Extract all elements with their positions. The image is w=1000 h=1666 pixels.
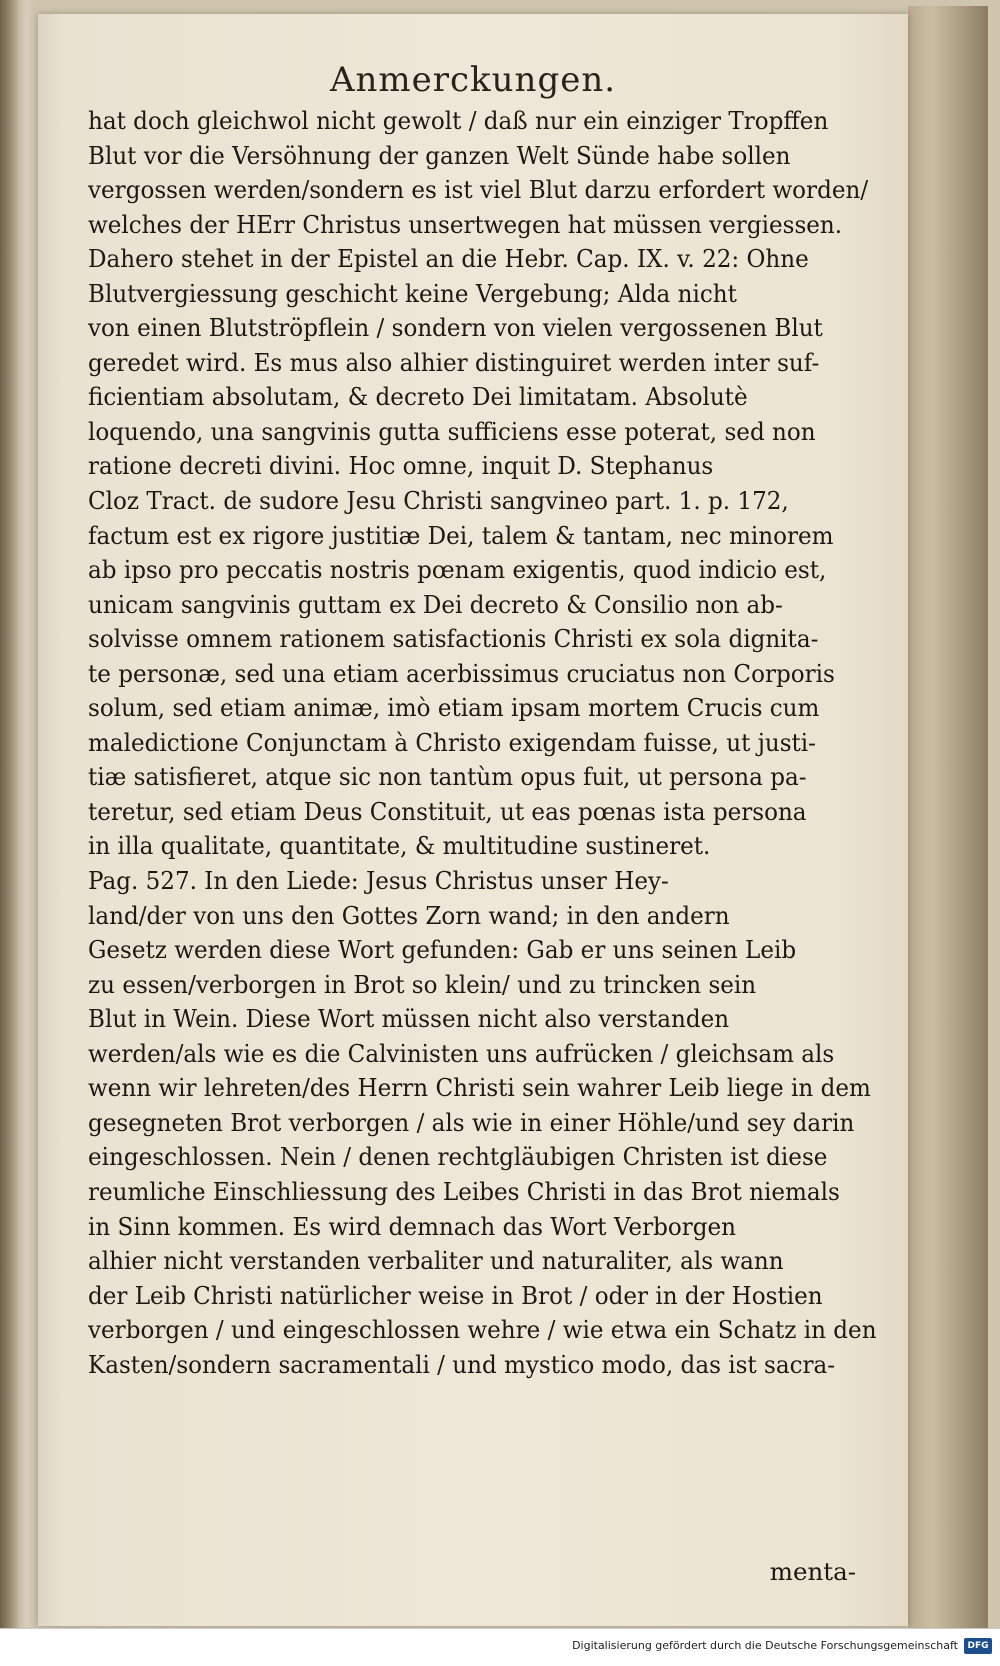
text-line: Gesetz werden diese Wort gefunden: Gab er uns seinen Leib: [88, 935, 797, 965]
running-head: Anmerckungen.: [329, 60, 617, 100]
text-line: solvisse omnem rationem satisfactionis Christi ex sola dignita-: [88, 624, 819, 654]
text-line: tiæ satisfieret, atque sic non tantùm opus fuit, ut persona pa-: [88, 762, 807, 792]
text-line: zu essen/verborgen in Brot so klein/ und zu trincken sein: [88, 969, 757, 999]
text-line: Pag. 527. In den Liede: Jesus Christus unser Hey-: [88, 866, 669, 896]
text-line: Blut in Wein. Diese Wort müssen nicht also verstanden: [88, 1004, 730, 1034]
text-line: geredet wird. Es mus also alhier distinguiret werden inter suf-: [88, 347, 820, 377]
text-line: ficientiam absolutam, & decreto Dei limitatam. Absolutè: [88, 382, 748, 412]
text-line: loquendo, una sangvinis gutta sufficiens esse poterat, sed non: [88, 416, 816, 446]
text-line: von einen Blutströpflein / sondern von vielen vergossenen Blut: [88, 313, 823, 343]
text-line: Kasten/sondern sacramentali / und mystico modo, das ist sacra-: [88, 1349, 836, 1379]
text-line: eingeschlossen. Nein / denen rechtgläubigen Christen ist diese: [88, 1142, 828, 1172]
text-line: wenn wir lehreten/des Herrn Christi sein wahrer Leib liege in dem: [88, 1073, 871, 1103]
text-line: verborgen / und eingeschlossen wehre / wie etwa ein Schatz in den: [88, 1315, 877, 1345]
book-page: [38, 14, 908, 1626]
text-line: in illa qualitate, quantitate, & multitudine sustineret.: [88, 831, 711, 861]
text-line: alhier nicht verstanden verbaliter und naturaliter, als wann: [88, 1246, 784, 1276]
text-line: te personæ, sed una etiam acerbissimus cruciatus non Corporis: [88, 658, 835, 688]
text-line: ratione decreti divini. Hoc omne, inquit D. Stephanus: [88, 451, 714, 481]
text-line: unicam sangvinis guttam ex Dei decreto & Consilio non ab-: [88, 589, 783, 619]
text-line: werden/als wie es die Calvinisten uns aufrücken / gleichsam als: [88, 1038, 835, 1068]
text-line: land/der von uns den Gottes Zorn wand; in den andern: [88, 900, 730, 930]
dfg-logo-icon: DFG: [964, 1638, 992, 1654]
text-line: welches der HErr Christus unsertwegen hat müssen vergiessen.: [88, 209, 843, 239]
text-line: Cloz Tract. de sudore Jesu Christi sangvineo part. 1. p. 172,: [88, 486, 789, 516]
text-line: in Sinn kommen. Es wird demnach das Wort Verborgen: [88, 1211, 737, 1241]
text-line: Dahero stehet in der Epistel an die Hebr. Cap. IX. v. 22: Ohne: [88, 244, 809, 274]
text-line: hat doch gleichwol nicht gewolt / daß nur ein einziger Tropffen: [88, 106, 829, 135]
text-line: teretur, sed etiam Deus Constituit, ut eas pœnas ista persona: [88, 796, 807, 826]
text-line: gesegneten Brot verborgen / als wie in einer Höhle/und sey darin: [88, 1107, 855, 1137]
footer-bar: [0, 1628, 1000, 1666]
catchword: menta-: [769, 1557, 856, 1586]
text-line: ab ipso pro peccatis nostris pœnam exigentis, quod indicio est,: [88, 555, 827, 585]
text-line: factum est ex rigore justitiæ Dei, talem & tantam, nec minorem: [88, 520, 834, 550]
funding-credit: Digitalisierung gefördert durch die Deutsche Forschungsgemeinschaft: [572, 1639, 958, 1652]
text-line: reumliche Einschliessung des Leibes Christi in das Brot niemals: [88, 1176, 840, 1206]
text-line: vergossen werden/sondern es ist viel Blut darzu erfordert worden/: [88, 175, 869, 205]
text-line: Blut vor die Versöhnung der ganzen Welt Sünde habe sollen: [88, 140, 791, 170]
text-line: solum, sed etiam animæ, imò etiam ipsam mortem Crucis cum: [88, 693, 820, 723]
text-line: maledictione Conjunctam à Christo exigendam fuisse, ut justi-: [88, 727, 816, 757]
text-line: der Leib Christi natürlicher weise in Brot / oder in der Hostien: [88, 1280, 823, 1310]
text-line: Blutvergiessung geschicht keine Vergebung; Alda nicht: [88, 278, 737, 308]
text-block: [88, 104, 938, 1382]
